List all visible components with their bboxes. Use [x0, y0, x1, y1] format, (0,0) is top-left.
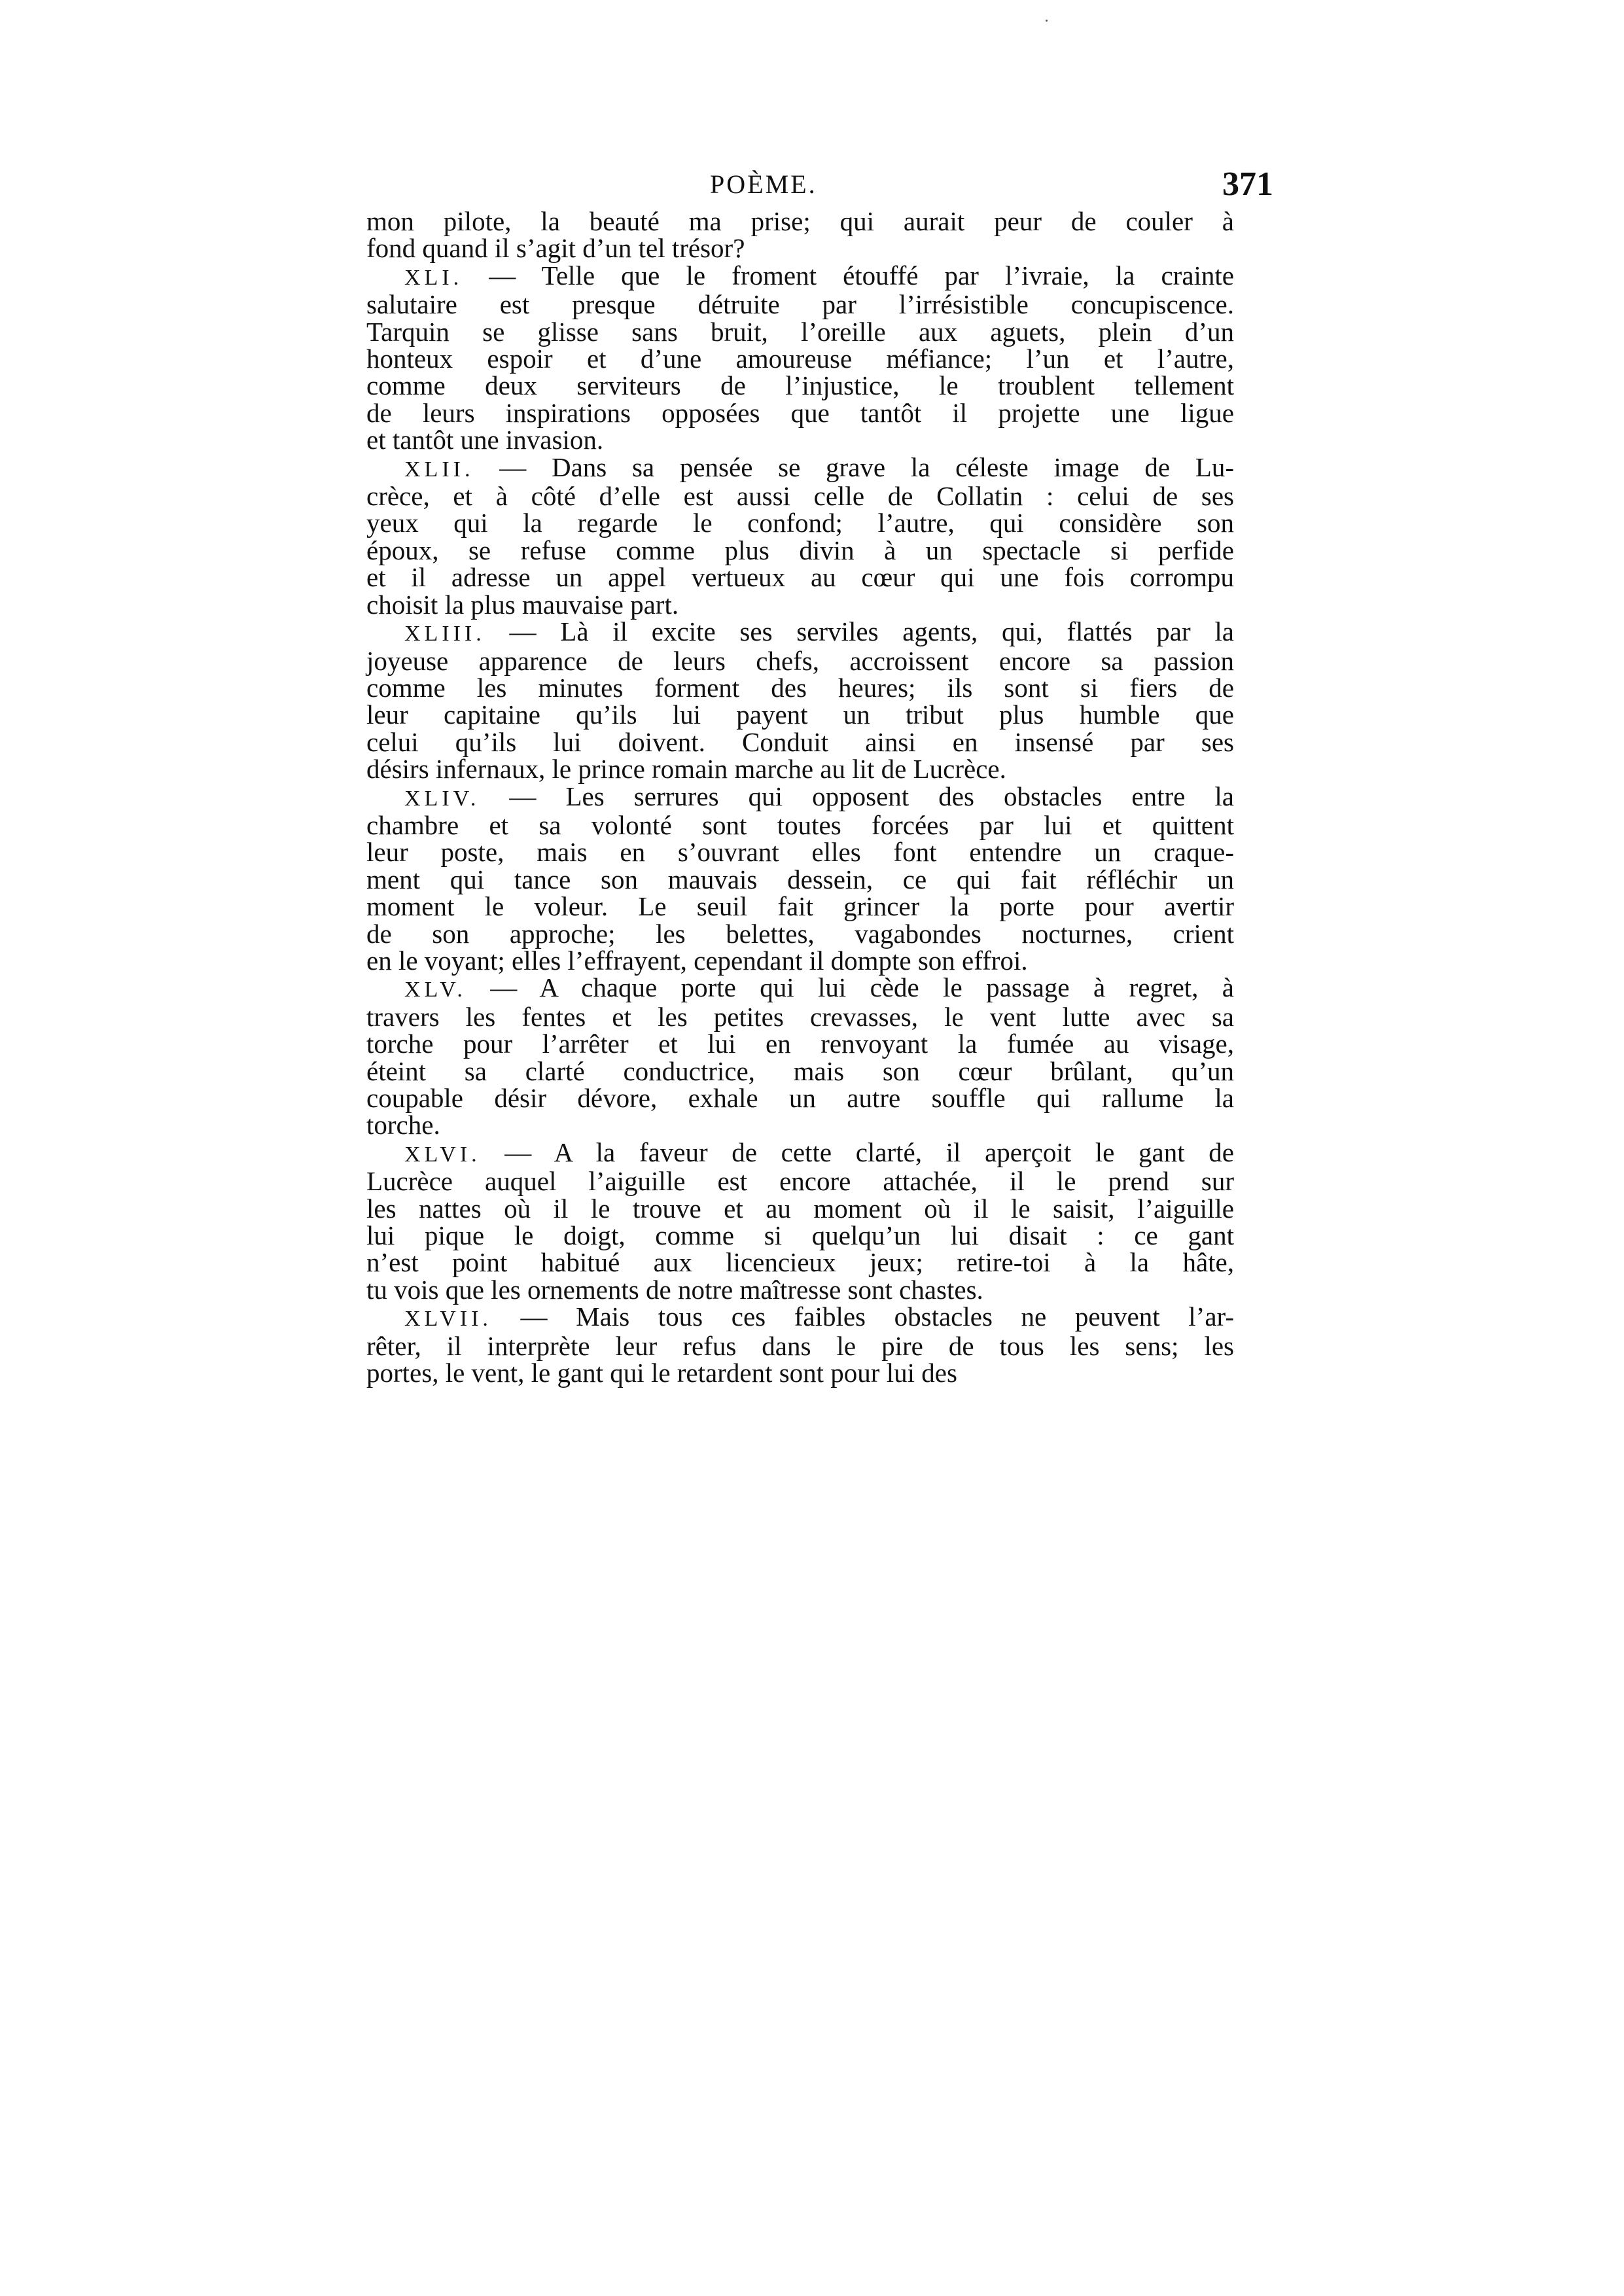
text-line — [366, 235, 1234, 262]
body-text — [366, 208, 1234, 1386]
line-text: Lucrèce auquel l’aiguille est encore attachée, il le prend sur — [366, 1166, 1234, 1197]
line-text: salutaire est presque détruite par l’irrésistible concupiscence. — [366, 289, 1234, 320]
line-text: les nattes où il le trouve et au moment où il le saisit, l’aiguille — [366, 1193, 1234, 1224]
line-text: époux, se refuse comme plus divin à un spectacle si perfide — [366, 535, 1234, 565]
section-numeral: XLII. — [404, 457, 474, 482]
line-text: rêter, il interprète leur refus dans le pire de tous les sens; les — [366, 1330, 1234, 1361]
text-line — [366, 974, 1234, 1003]
page-header — [366, 166, 1273, 203]
paragraph — [366, 974, 1234, 1139]
text-line — [366, 564, 1234, 591]
line-text: tu vois que les ornements de notre maîtresse sont chastes. — [366, 1274, 983, 1305]
line-text: éteint sa clarté conductrice, mais son cœur brûlant, qu’un — [366, 1055, 1234, 1086]
text-line — [366, 1330, 1234, 1361]
line-text: en le voyant; elles l’effrayent, cependant il dompte son effroi. — [366, 945, 1028, 976]
line-text: joyeuse apparence de leurs chefs, accroissent encore sa passion — [366, 645, 1234, 676]
line-text: ment qui tance son mauvais dessein, ce qui fait réfléchir un — [366, 864, 1234, 894]
text-line — [366, 866, 1234, 893]
section-numeral: XLVII. — [404, 1307, 492, 1332]
line-text: — Les serrures qui opposent des obstacles entre la — [509, 781, 1234, 811]
text-line — [366, 1303, 1234, 1332]
text-line — [366, 1031, 1234, 1057]
text-line — [366, 1222, 1234, 1249]
text-line — [366, 947, 1234, 974]
line-text: torche. — [366, 1110, 440, 1140]
line-text: — A chaque porte qui lui cède le passage à regret, à — [490, 972, 1234, 1003]
text-line — [366, 726, 1234, 757]
line-text: — Telle que le froment étouffé par l’ivraie, la crainte — [489, 260, 1235, 291]
line-text: celui qu’ils lui doivent. Conduit ainsi en insensé par ses — [366, 726, 1234, 757]
section-numeral: XLIII. — [404, 622, 485, 646]
text-line — [366, 783, 1234, 812]
line-text: choisit la plus mauvaise part. — [366, 589, 679, 620]
line-text: torche pour l’arrêter et lui en renvoyant la fumée au visage, — [366, 1029, 1234, 1059]
paragraph — [366, 1139, 1234, 1303]
line-text: de son approche; les belettes, vagabondes nocturnes, crient — [366, 918, 1234, 949]
section-numeral: XLI. — [404, 265, 463, 290]
line-text: fond quand il s’agit d’un tel trésor? — [366, 233, 745, 264]
line-text: leur poste, mais en s’ouvrant elles font entendre un craque- — [366, 837, 1234, 868]
line-text: et tantôt une invasion. — [366, 425, 604, 455]
section-numeral: XLVI. — [404, 1142, 481, 1167]
text-line — [366, 316, 1234, 347]
line-text: leur capitaine qu’ils lui payent un tribut plus humble que — [366, 699, 1234, 730]
running-title: POÈME. — [710, 169, 817, 199]
text-line — [366, 1360, 1234, 1386]
text-line — [366, 483, 1234, 510]
line-text: — A la faveur de cette clarté, il aperçoit le gant de — [504, 1137, 1234, 1167]
paragraph — [366, 618, 1234, 783]
paragraph — [366, 208, 1234, 262]
line-text: n’est point habitué aux licencieux jeux; retire-toi à la hâte, — [366, 1247, 1234, 1278]
paragraph — [366, 451, 1235, 620]
text-line — [366, 918, 1234, 949]
text-line — [366, 1274, 1234, 1305]
line-text: crèce, et à côté d’elle est aussi celle de Collatin : celui de ses — [366, 481, 1234, 512]
text-line — [366, 1085, 1234, 1112]
line-text: et il adresse un appel vertueux au cœur qui une fois corrompu — [366, 562, 1234, 593]
line-text: lui pique le doigt, comme si quelqu’un lui disait : ce gant — [366, 1220, 1234, 1251]
line-text: portes, le vent, le gant qui le retardent sont pour lui des — [366, 1358, 957, 1388]
paragraph — [366, 783, 1234, 975]
line-text: Tarquin se glisse sans bruit, l’oreille aux aguets, plein d’un — [366, 316, 1234, 347]
text-line — [366, 451, 1235, 483]
line-text: comme deux serviteurs de l’injustice, le troublent tellement — [366, 370, 1234, 401]
text-line — [366, 645, 1234, 676]
text-line — [366, 672, 1234, 703]
line-text: yeux qui la regarde le confond; l’autre, qui considère son — [366, 508, 1234, 539]
line-text: désirs infernaux, le prince romain marche au lit de Lucrèce. — [366, 754, 1006, 785]
text-line — [366, 1112, 1234, 1139]
text-line — [366, 618, 1234, 647]
text-line — [366, 262, 1234, 291]
line-text: travers les fentes et les petites crevasses, le vent lutte avec sa — [366, 1001, 1234, 1032]
text-line — [366, 291, 1234, 318]
text-line — [366, 1168, 1234, 1195]
line-text: — Dans sa pensée se grave la céleste image de Lu- — [499, 451, 1235, 482]
text-line — [366, 345, 1234, 372]
text-line — [366, 397, 1234, 428]
text-line — [366, 809, 1234, 840]
line-text: mon pilote, la beauté ma prise; qui aurait peur de couler à — [366, 206, 1234, 236]
line-text: moment le voleur. Le seuil fait grincer la porte pour avertir — [366, 891, 1234, 922]
text-line — [366, 510, 1234, 537]
text-line — [366, 1249, 1234, 1276]
text-line — [366, 1139, 1234, 1168]
line-text: — Là il excite ses serviles agents, qui, flattés par la — [509, 616, 1234, 647]
scan-speck — [1046, 20, 1048, 22]
text-line — [366, 589, 1234, 620]
line-text: coupable désir dévore, exhale un autre souffle qui rallume la — [366, 1083, 1234, 1113]
section-numeral: XLV. — [404, 978, 467, 1002]
section-numeral: XLIV. — [404, 786, 480, 811]
text-line — [366, 893, 1234, 920]
text-line — [366, 537, 1234, 564]
paragraph — [366, 1303, 1234, 1386]
text-line — [366, 208, 1234, 235]
text-line — [366, 372, 1234, 399]
line-text: comme les minutes forment des heures; ils sont si fiers de — [366, 672, 1234, 703]
line-text: chambre et sa volonté sont toutes forcées par lui et quittent — [366, 809, 1234, 840]
line-text: de leurs inspirations opposées que tantôt il projette une ligue — [366, 397, 1234, 428]
text-line — [366, 839, 1234, 866]
text-line — [366, 1001, 1234, 1032]
page-number: 371 — [1222, 166, 1273, 203]
text-line — [366, 1195, 1234, 1222]
text-line — [366, 701, 1234, 728]
line-text: — Mais tous ces faibles obstacles ne peuvent l’ar- — [520, 1301, 1235, 1332]
text-line — [366, 427, 1234, 453]
line-text: honteux espoir et d’une amoureuse méfiance; l’un et l’autre, — [366, 344, 1234, 374]
paragraph — [366, 262, 1234, 454]
text-line — [366, 1055, 1234, 1086]
text-line — [366, 756, 1234, 783]
